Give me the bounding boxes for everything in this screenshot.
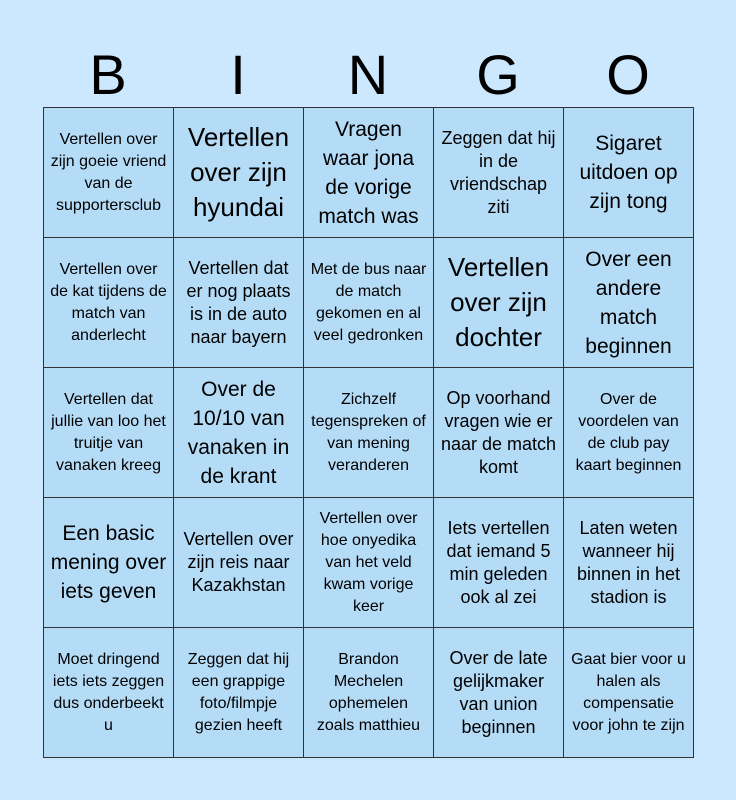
- bingo-cell[interactable]: [44, 108, 174, 238]
- bingo-cell[interactable]: [564, 628, 694, 758]
- bingo-cell-text: Sigaret uitdoen op zijn tong: [579, 132, 678, 213]
- header-letter-n: N: [347, 43, 389, 106]
- bingo-cell-text: Zeggen dat hij een grappige foto/filmpje gezien heeft: [187, 650, 290, 734]
- bingo-cell-text: Vertellen over zijn dochter: [447, 252, 550, 352]
- bingo-cell-text: Gaat bier voor u halen als compensatie voor john te zijn: [571, 650, 686, 734]
- bingo-cell[interactable]: [304, 108, 434, 238]
- bingo-cell[interactable]: [434, 628, 564, 758]
- bingo-cell[interactable]: [564, 238, 694, 368]
- bingo-card: [43, 107, 694, 758]
- bingo-cell[interactable]: [174, 498, 304, 628]
- bingo-cell[interactable]: [564, 368, 694, 498]
- bingo-cell[interactable]: [44, 238, 174, 368]
- bingo-cell-text: Zeggen dat hij in de vriendschap ziti: [441, 127, 556, 217]
- bingo-cell-text: Zichzelf tegenspreken of van mening veranderen: [311, 390, 426, 474]
- bingo-cell-text: Vertellen over zijn hyundai: [187, 122, 290, 222]
- bingo-cell[interactable]: [174, 368, 304, 498]
- bingo-cell-text: Over een andere match beginnen: [585, 247, 672, 358]
- bingo-cell[interactable]: [44, 498, 174, 628]
- bingo-cell-text: Op voorhand vragen wie er naar de match komt: [440, 387, 557, 477]
- bingo-cell-text: Brandon Mechelen ophemelen zoals matthieu: [316, 650, 421, 734]
- bingo-cell-text: Over de 10/10 van vanaken in de krant: [187, 377, 290, 488]
- bingo-cell-text: Over de voordelen van de club pay kaart beginnen: [575, 390, 682, 474]
- bingo-cell[interactable]: [304, 498, 434, 628]
- bingo-cell[interactable]: [434, 108, 564, 238]
- header-letter-g: G: [476, 43, 520, 106]
- bingo-cell[interactable]: [564, 498, 694, 628]
- bingo-cell-text: Vertellen over de kat tijdens de match van anderlecht: [50, 260, 167, 344]
- bingo-cell[interactable]: [174, 628, 304, 758]
- bingo-cell-text: Met de bus naar de match gekomen en al veel gedronken: [310, 260, 427, 344]
- bingo-cell-text: Vertellen over zijn goeie vriend van de supportersclub: [50, 130, 167, 214]
- bingo-cell[interactable]: [174, 108, 304, 238]
- bingo-cell[interactable]: [44, 628, 174, 758]
- bingo-cell[interactable]: [564, 108, 694, 238]
- bingo-cell-text: Vertellen dat er nog plaats is in de auto naar bayern: [186, 257, 291, 347]
- bingo-cell-text: Vertellen over zijn reis naar Kazakhstan: [183, 529, 294, 595]
- bingo-cell-text: Moet dringend iets iets zeggen dus onderbeekt u: [52, 650, 165, 734]
- bingo-cell[interactable]: [44, 368, 174, 498]
- bingo-cell-text: Over de late gelijkmaker van union beginnen: [449, 647, 548, 737]
- bingo-cell[interactable]: [174, 238, 304, 368]
- bingo-cell[interactable]: [434, 498, 564, 628]
- bingo-cell-text: Vertellen dat jullie van loo het truitje van vanaken kreeg: [51, 390, 166, 474]
- header-letter-b: B: [89, 43, 127, 106]
- bingo-cell[interactable]: [304, 368, 434, 498]
- bingo-cell-text: Laten weten wanneer hij binnen in het stadion is: [576, 517, 681, 607]
- bingo-header: [43, 44, 693, 106]
- bingo-cell[interactable]: [304, 238, 434, 368]
- bingo-cell[interactable]: [434, 368, 564, 498]
- bingo-cell-text: Een basic mening over iets geven: [50, 522, 167, 603]
- bingo-cell-text: Iets vertellen dat iemand 5 min geleden ook al zei: [446, 517, 551, 607]
- bingo-cell-text: Vertellen over hoe onyedika van het veld kwam vorige keer: [319, 509, 418, 615]
- header-letter-i: I: [230, 43, 246, 106]
- bingo-cell[interactable]: [434, 238, 564, 368]
- bingo-cell[interactable]: [304, 628, 434, 758]
- header-letter-o: O: [606, 43, 650, 106]
- bingo-cell-text: Vragen waar jona de vorige match was: [318, 117, 419, 228]
